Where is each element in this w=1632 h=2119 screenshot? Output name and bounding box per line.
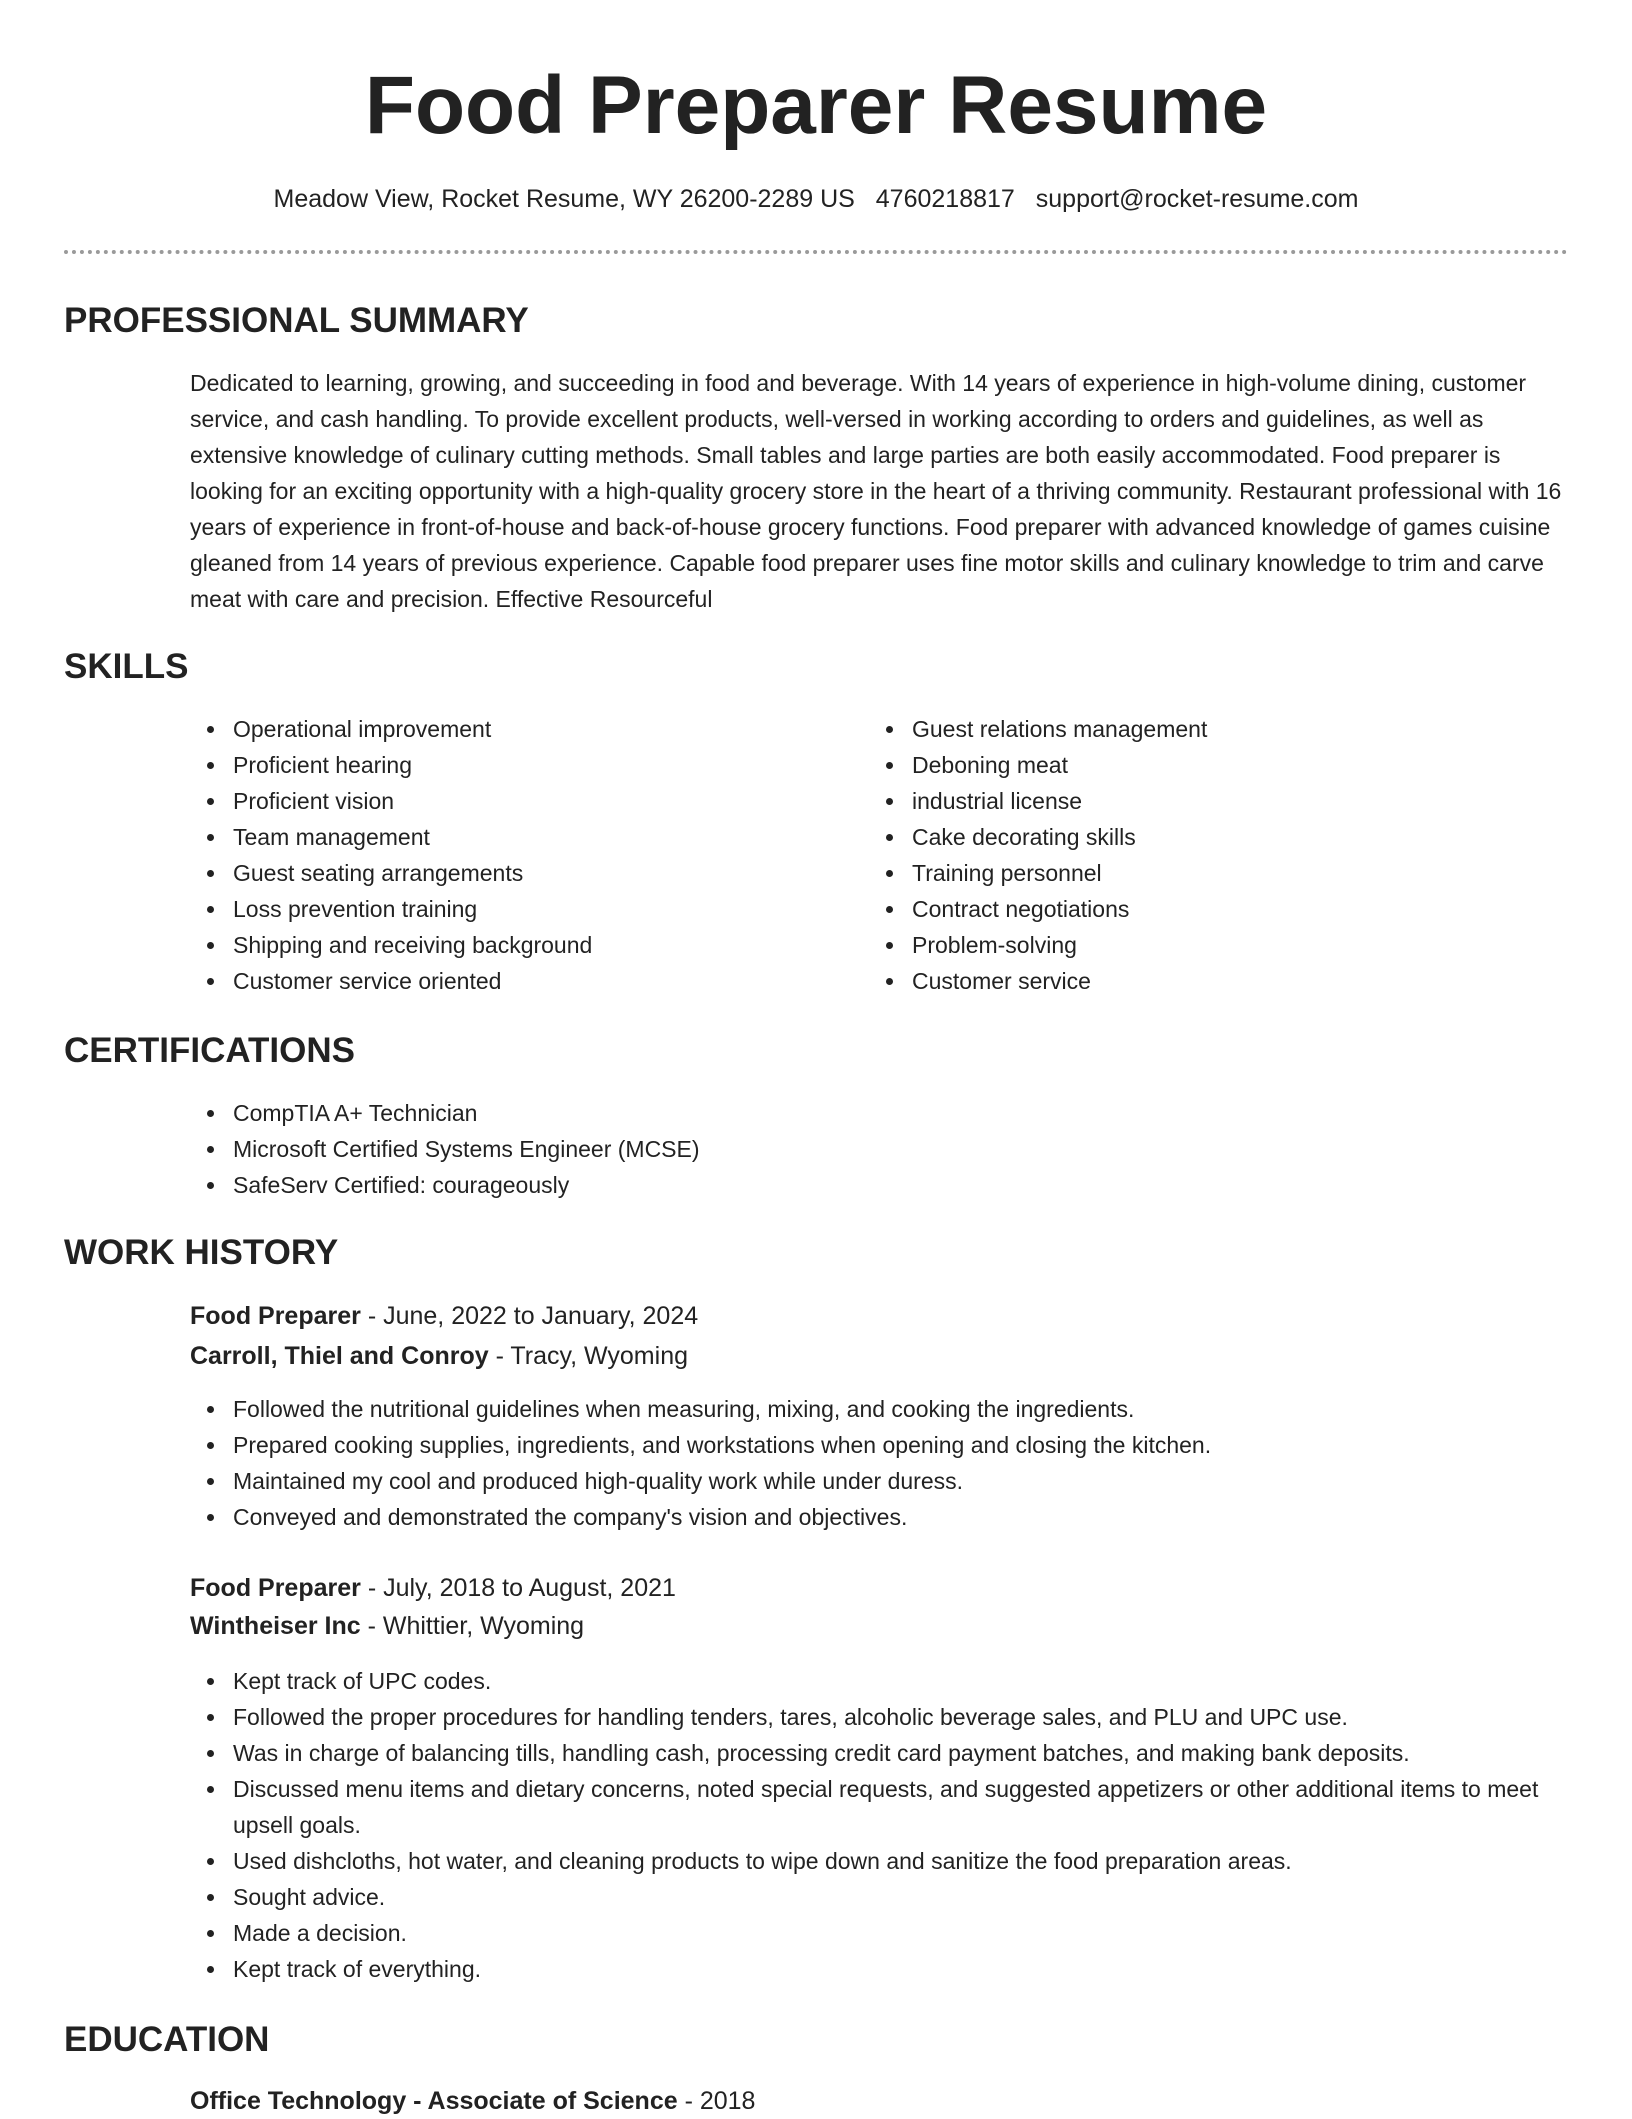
job-company: Wintheiser Inc [190, 1612, 361, 1640]
certification-item: SafeServ Certified: courageously [190, 1167, 1570, 1203]
job-company-line [190, 1608, 584, 1644]
resume-title: Food Preparer Resume [364, 60, 1268, 151]
duty-item: Discussed menu items and dietary concerns, noted special requests, and suggested appetizers or other additional items to meet upsell goals. [190, 1771, 1570, 1843]
skills-list-left [190, 711, 850, 999]
duty-item: Was in charge of balancing tills, handling cash, processing credit card payment batches, and making bank deposits. [190, 1735, 1570, 1771]
education-entry [190, 2083, 755, 2119]
skill-item: Shipping and receiving background [190, 927, 850, 963]
job-title-line [190, 1298, 698, 1334]
skill-item: Training personnel [869, 855, 1569, 891]
job-location: - Whittier, Wyoming [360, 1612, 585, 1640]
duty-item: Maintained my cool and produced high-quality work while under duress. [190, 1463, 1570, 1499]
skill-item: Loss prevention training [190, 891, 850, 927]
education-year: - 2018 [677, 2087, 756, 2115]
job-title-line [190, 1570, 676, 1606]
skills-list-right [869, 711, 1569, 999]
skills-column-left [190, 711, 850, 999]
job-company: Carroll, Thiel and Conroy [190, 1342, 489, 1370]
skill-item: Guest relations management [869, 711, 1569, 747]
duty-item: Used dishcloths, hot water, and cleaning products to wipe down and sanitize the food preparation areas. [190, 1843, 1570, 1879]
duty-item: Followed the nutritional guidelines when measuring, mixing, and cooking the ingredients. [190, 1391, 1570, 1427]
job-location: - Tracy, Wyoming [488, 1342, 688, 1370]
skill-item: Proficient hearing [190, 747, 850, 783]
job-duties-list [190, 1663, 1570, 1987]
education-heading: EDUCATION [64, 2020, 270, 2059]
duty-item: Made a decision. [190, 1915, 1570, 1951]
duty-item: Followed the proper procedures for handling tenders, tares, alcoholic beverage sales, and PLU and UPC use. [190, 1699, 1570, 1735]
skill-item: Customer service [869, 963, 1569, 999]
skill-item: Team management [190, 819, 850, 855]
work-history-heading: WORK HISTORY [64, 1233, 339, 1272]
skills-column-right [869, 711, 1569, 999]
contact-line [0, 182, 1632, 216]
certifications-heading: CERTIFICATIONS [64, 1031, 356, 1070]
summary-heading: PROFESSIONAL SUMMARY [64, 301, 529, 340]
duty-item: Kept track of everything. [190, 1951, 1570, 1987]
skill-item: Operational improvement [190, 711, 850, 747]
skill-item: Deboning meat [869, 747, 1569, 783]
contact-address: Meadow View, Rocket Resume, WY 26200-2289 US [273, 185, 855, 213]
duty-item: Conveyed and demonstrated the company's vision and objectives. [190, 1499, 1570, 1535]
skill-item: Customer service oriented [190, 963, 850, 999]
skills-heading: SKILLS [64, 647, 189, 686]
job-dates: - July, 2018 to August, 2021 [360, 1574, 676, 1602]
certifications-list [190, 1095, 1570, 1203]
skill-item: Proficient vision [190, 783, 850, 819]
skill-item: industrial license [869, 783, 1569, 819]
duty-item: Prepared cooking supplies, ingredients, and workstations when opening and closing the kitchen. [190, 1427, 1570, 1463]
education-degree: Office Technology - Associate of Science [190, 2087, 678, 2115]
skill-item: Contract negotiations [869, 891, 1569, 927]
skill-item: Cake decorating skills [869, 819, 1569, 855]
certification-item: CompTIA A+ Technician [190, 1095, 1570, 1131]
job-title: Food Preparer [190, 1302, 361, 1330]
skill-item: Guest seating arrangements [190, 855, 850, 891]
certification-item: Microsoft Certified Systems Engineer (MCSE) [190, 1131, 1570, 1167]
job-duties [190, 1663, 1570, 1987]
header-divider [64, 250, 1568, 254]
job-company-line [190, 1338, 688, 1374]
contact-email: support@rocket-resume.com [1035, 185, 1359, 213]
summary-text: Dedicated to learning, growing, and succeeding in food and beverage. With 14 years of experience in high-volume dining, customer service, and cash handling. To provide excellent products, well-versed in working according to orders and guidelines, as well as extensive knowledge of culinary cutting methods. Small tables and large parties are both easily accommodated. Food preparer is looking for an exciting opportunity with a high-quality grocery store in the heart of a thriving community. Restaurant professional with 16 years of experience in front-of-house and back-of-house grocery functions. Food preparer with advanced knowledge of games cuisine gleaned from 14 years of previous experience. Capable food preparer uses fine motor skills and culinary knowledge to trim and carve meat with care and precision. Effective Resourceful [190, 370, 1562, 612]
duty-item: Sought advice. [190, 1879, 1570, 1915]
duty-item: Kept track of UPC codes. [190, 1663, 1570, 1699]
skill-item: Problem-solving [869, 927, 1569, 963]
job-duties [190, 1391, 1570, 1535]
job-dates: - June, 2022 to January, 2024 [360, 1302, 699, 1330]
contact-phone: 4760218817 [875, 185, 1015, 213]
certifications-block [190, 1095, 1570, 1203]
job-title: Food Preparer [190, 1574, 361, 1602]
job-duties-list [190, 1391, 1570, 1535]
